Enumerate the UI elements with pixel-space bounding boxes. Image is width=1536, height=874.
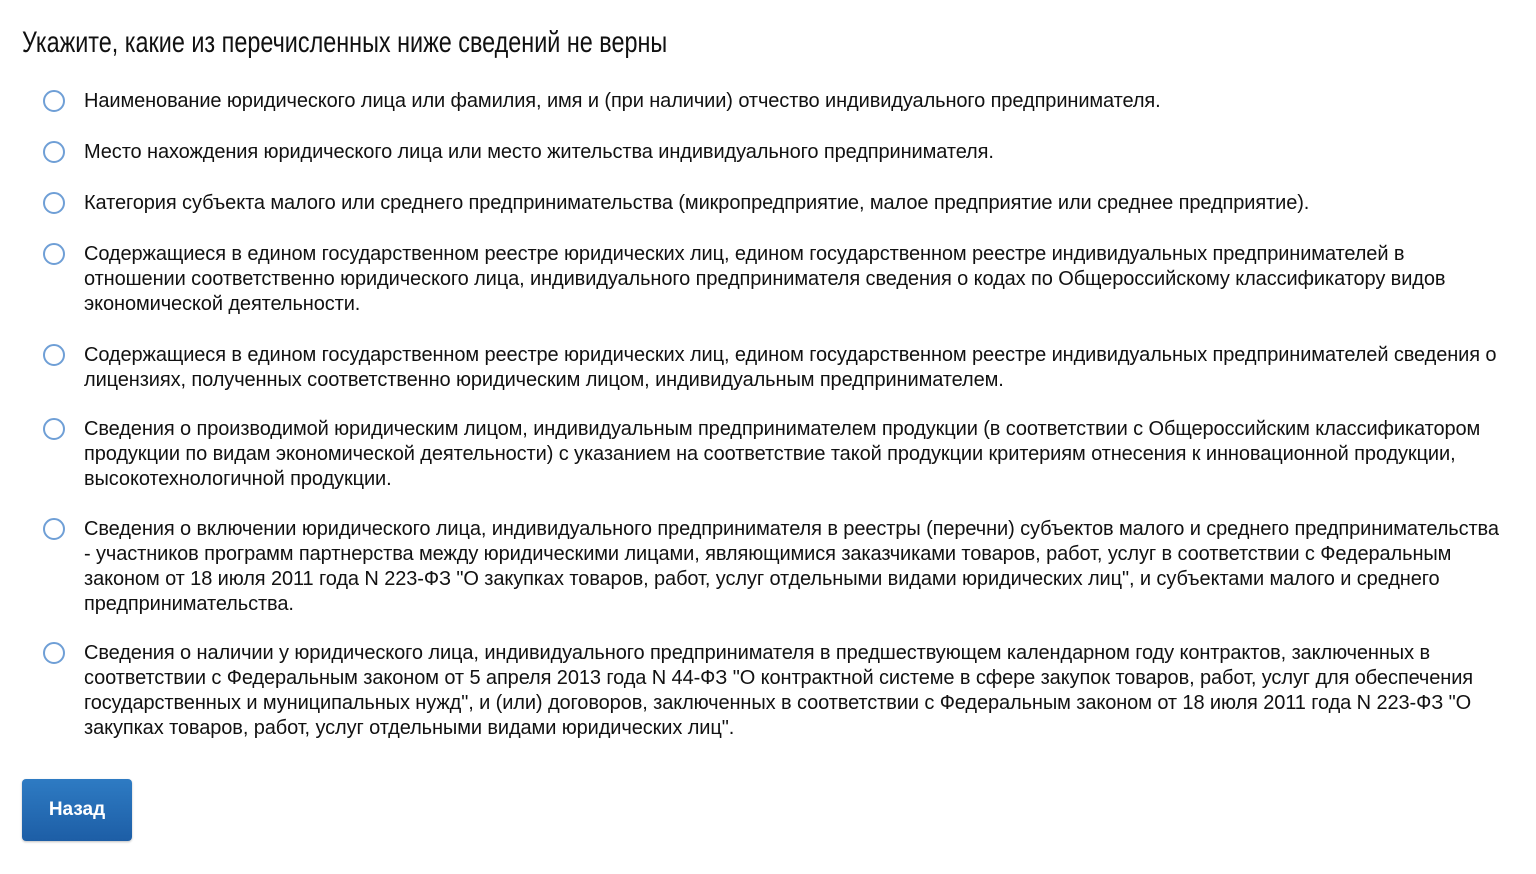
radio-button[interactable] bbox=[43, 90, 65, 112]
option-label: Содержащиеся в едином государственном реестре юридических лиц, едином государственном реестре индивидуальных предпринимателей сведения о лицензиях, полученных соответственно юридическим лицом, индивидуальным предпринимателем. bbox=[84, 344, 1497, 391]
radio-button[interactable] bbox=[43, 418, 65, 440]
option-label: Сведения о наличии у юридического лица, индивидуального предпринимателя в предшествующем календарном году контрактов, заключенных в соответствии с Федеральным законом от 5 апреля 2013 года N 44-ФЗ "О контрактной системе в сфере закупок товаров, работ, услуг для обеспечения государственных и муниципальных нужд", и (или) договоров, заключенных в соответствии с Федеральным законом от 18 июля 2011 года N 223-ФЗ "О закупках товаров, работ, услуг отдельными видами юридических лиц". bbox=[84, 642, 1474, 739]
radio-button[interactable] bbox=[43, 518, 65, 540]
option-label: Категория субъекта малого или среднего предпринимательства (микропредприятие, малое предприятие или среднее предприятие). bbox=[84, 192, 1310, 214]
radio-button[interactable] bbox=[43, 192, 65, 214]
radio-button[interactable] bbox=[43, 243, 65, 265]
option-label: Сведения о производимой юридическим лицом, индивидуальным предпринимателем продукции (в соответствии с Общероссийским классификатором продукции по видам экономической деятельности) с указанием на соответствие такой продукции критериям отнесения к инновационной продукции, высокотехнологичной продукции. bbox=[84, 418, 1481, 490]
option-label: Содержащиеся в едином государственном реестре юридических лиц, едином государственном реестре индивидуальных предпринимателей в отношении соответственно юридического лица, индивидуального предпринимателя сведения о кодах по Общероссийскому классификатору видов экономической деятельности. bbox=[84, 243, 1446, 315]
radio-button[interactable] bbox=[43, 642, 65, 664]
option-label: Наименование юридического лица или фамилия, имя и (при наличии) отчество индивидуального предпринимателя. bbox=[84, 90, 1161, 112]
radio-button[interactable] bbox=[43, 141, 65, 163]
question-title: Укажите, какие из перечисленных ниже сведений не верны bbox=[22, 26, 668, 59]
option-label: Место нахождения юридического лица или место жительства индивидуального предпринимателя. bbox=[84, 141, 994, 163]
option-label: Сведения о включении юридического лица, индивидуального предпринимателя в реестры (перечни) субъектов малого и среднего предпринимательства - участников программ партнерства между юридическими лицами, являющимися заказчиками товаров, работ, услуг в соответствии с Федеральным законом от 18 июля 2011 года N 223-ФЗ "О закупках товаров, работ, услуг отдельными видами юридических лиц", и субъектами малого и среднего предпринимательства. bbox=[84, 518, 1499, 615]
radio-button[interactable] bbox=[43, 344, 65, 366]
back-button[interactable]: Назад bbox=[22, 779, 132, 841]
